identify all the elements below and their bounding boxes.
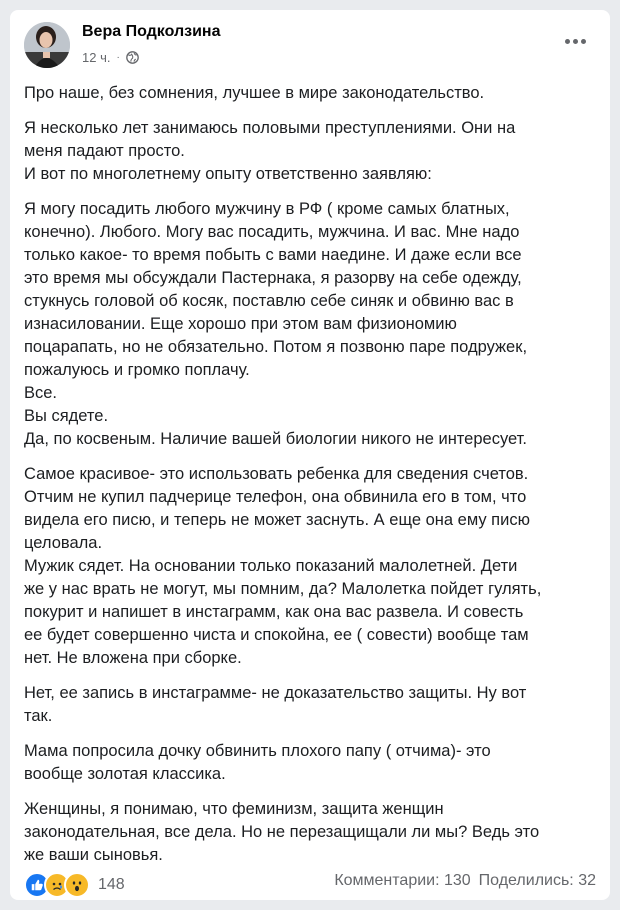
dot-icon xyxy=(565,39,570,44)
post-time[interactable]: 12 ч. xyxy=(82,50,111,65)
post-text xyxy=(24,82,590,879)
more-options-button[interactable] xyxy=(560,30,590,52)
author-avatar[interactable] xyxy=(24,22,70,68)
avatar-image xyxy=(24,22,70,68)
post-paragraph xyxy=(24,82,590,105)
post-text-line: И вот по многолетнему опыту ответственно заявляю: xyxy=(24,165,432,183)
post-header xyxy=(24,22,596,76)
post-text-line: Я могу посадить любого мужчину в РФ ( кроме самых блатных, xyxy=(24,200,510,218)
post-text-line: покурит и напишет в инстаграмм, как она вас развела. И совесть xyxy=(24,603,524,621)
post-text-line: Я несколько лет занимаюсь половыми преступлениями. Они на xyxy=(24,119,516,137)
post-text-line: меня падают просто. xyxy=(24,142,185,160)
post-paragraph xyxy=(24,463,590,670)
post-text-line: вообще золотая классика. xyxy=(24,765,226,783)
post-text-line: же ваши сыновья. xyxy=(24,846,163,864)
meta-separator: · xyxy=(116,52,120,63)
post-text-line: только какое- то время побыть с вами наедине. И даже если все xyxy=(24,246,522,264)
post-text-line: нет. Не вложена при сборке. xyxy=(24,649,242,667)
post-card xyxy=(10,10,610,900)
post-paragraph xyxy=(24,198,590,451)
post-text-line: поцарапать, но не обязательно. Потом я позвоню паре подружек, xyxy=(24,338,528,356)
post-text-line: же у нас врать не могут, мы помним, да? Малолетка пойдет гулять, xyxy=(24,580,542,598)
post-text-line: Женщины, я понимаю, что феминизм, защита женщин xyxy=(24,800,444,818)
dot-icon xyxy=(581,39,586,44)
engagement-counts xyxy=(334,872,596,890)
post-text-line: Да, по косвеным. Наличие вашей биологии никого не интересует. xyxy=(24,430,527,448)
post-text-line: Все. xyxy=(24,384,58,402)
post-text-line: Мужик сядет. На основании только показаний малолетней. Дети xyxy=(24,557,518,575)
post-text-line: ее будет совершенно чиста и спокойна, ее ( совести) вообще там xyxy=(24,626,529,644)
reactions-summary[interactable] xyxy=(24,872,125,898)
shares-count-link[interactable]: Поделились: 32 xyxy=(478,872,596,889)
post-text-line: целовала. xyxy=(24,534,103,552)
post-footer xyxy=(24,872,596,896)
post-text-line: Отчим не купил падчерице телефон, она обвинила его в том, что xyxy=(24,488,527,506)
post-text-line: Вы сядете. xyxy=(24,407,109,425)
post-paragraph xyxy=(24,798,590,867)
post-meta xyxy=(82,50,139,65)
post-text-line: Про наше, без сомнения, лучшее в мире законодательство. xyxy=(24,84,485,102)
post-text-line: Мама попросила дочку обвинить плохого папу ( отчима)- это xyxy=(24,742,491,760)
post-text-line: Нет, ее запись в инстаграмме- не доказательство защиты. Ну вот xyxy=(24,684,527,702)
post-paragraph xyxy=(24,117,590,186)
post-paragraph xyxy=(24,682,590,728)
reaction-count: 148 xyxy=(98,876,125,893)
author-name[interactable]: Вера Подколзина xyxy=(82,23,221,40)
dot-icon xyxy=(573,39,578,44)
post-paragraph xyxy=(24,740,590,786)
post-text-line: законодательная, все дела. Но не перезащищали ли мы? Ведь это xyxy=(24,823,540,841)
post-text-line: стукнусь головой об косяк, поставлю себе синяк и обвиню вас в xyxy=(24,292,514,310)
post-text-line: Самое красивое- это использовать ребенка для сведения счетов. xyxy=(24,465,529,483)
post-text-line: пожалуюсь и громко поплачу. xyxy=(24,361,250,379)
post-text-line: изнасиловании. Еще хорошо при этом вам физиономию xyxy=(24,315,457,333)
post-text-line: так. xyxy=(24,707,53,725)
post-text-line: конечно). Любого. Могу вас посадить, мужчина. И вас. Мне надо xyxy=(24,223,520,241)
comments-count-link[interactable]: Комментарии: 130 xyxy=(334,872,471,889)
wow-icon xyxy=(64,872,90,898)
post-text-line: это время мы обсуждали Пастернака, я разорву на себе одежду, xyxy=(24,269,522,287)
post-text-line: видела его писю, и теперь не может заснуть. А еще она ему писю xyxy=(24,511,530,529)
globe-icon xyxy=(126,51,139,64)
